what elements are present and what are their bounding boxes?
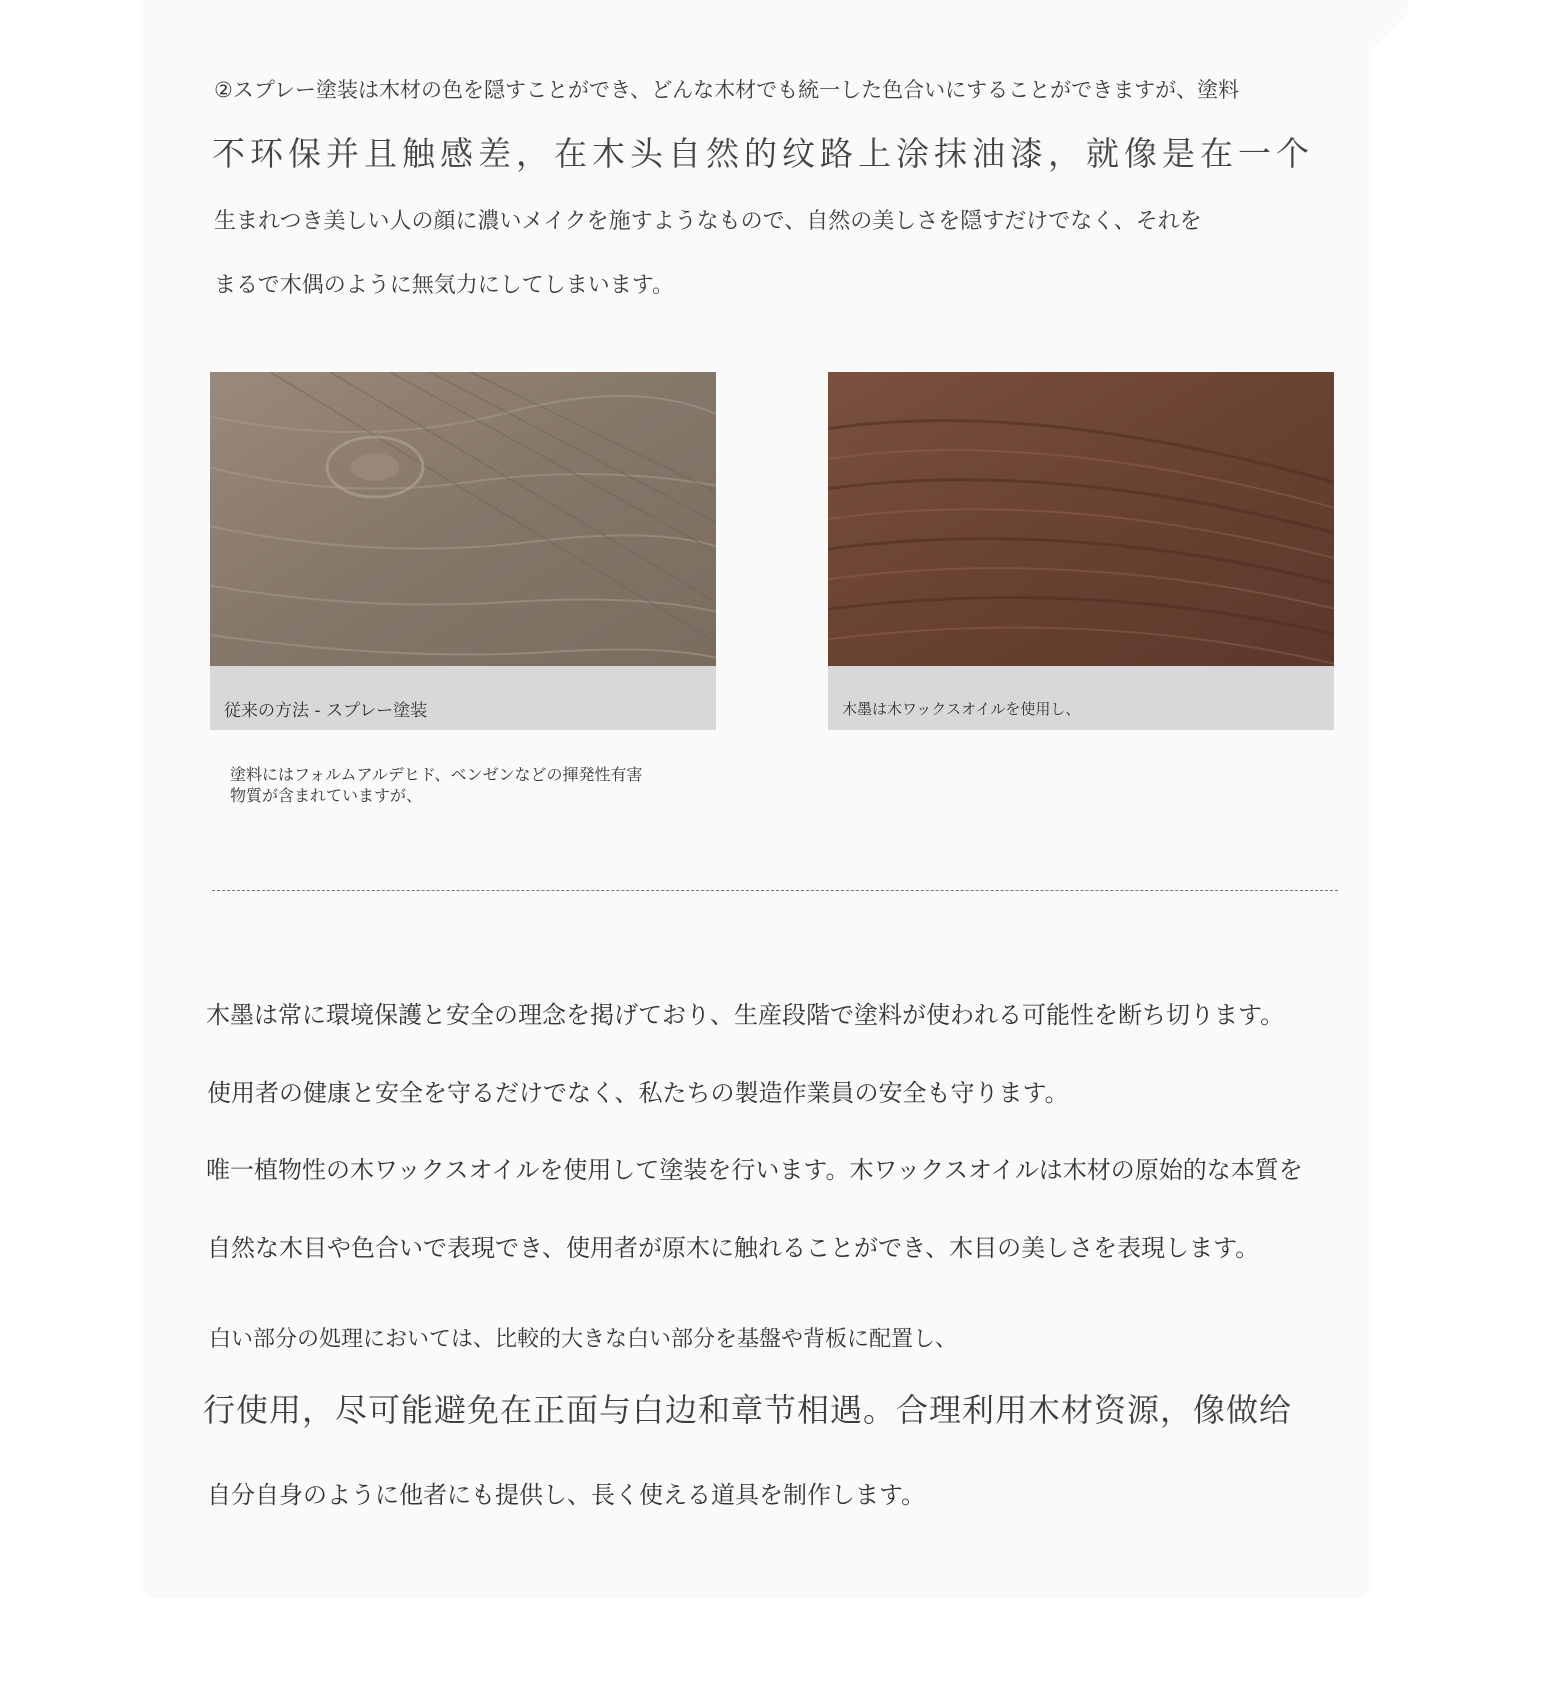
wax-oil-photo bbox=[828, 372, 1334, 730]
spray-note-line-2: 物質が含まれていますが、 bbox=[230, 786, 423, 805]
body-line-7: 自分自身のように他者にも提供し、長く使える道具を制作します。 bbox=[207, 1481, 926, 1509]
spray-finish-photo bbox=[210, 372, 716, 730]
card-corner bbox=[1372, 0, 1408, 60]
body-line-6: 行使用，尽可能避免在正面与白边和章节相遇。合理利用木材资源，像做给 bbox=[203, 1391, 1293, 1429]
intro-line-3: 生まれつき美しい人の顔に濃いメイクを施すようなもので、自然の美しさを隠すだけでなく、それを bbox=[214, 209, 1202, 234]
section-divider bbox=[212, 890, 1338, 891]
body-line-1: 木墨は常に環境保護と安全の理念を掲げており、生産段階で塗料が使われる可能性を断ち切ります。 bbox=[206, 1001, 1285, 1029]
spray-note bbox=[230, 764, 642, 806]
body-line-2: 使用者の健康と安全を守るだけでなく、私たちの製造作業員の安全も守ります。 bbox=[207, 1079, 1069, 1107]
intro-line-1: ②スプレー塗装は木材の色を隠すことができ、どんな木材でも統一した色合いにすることができますが、塗料 bbox=[214, 78, 1240, 102]
wax-oil-caption: 木墨は木ワックスオイルを使用し、 bbox=[842, 700, 1081, 718]
spray-caption: 従来の方法 - スプレー塗装 bbox=[224, 701, 428, 721]
spray-wood-image bbox=[210, 372, 716, 666]
body-line-3: 唯一植物性の木ワックスオイルを使用して塗装を行います。木ワックスオイルは木材の原始的な本質を bbox=[206, 1156, 1303, 1184]
body-line-5: 白い部分の処理においては、比較的大きな白い部分を基盤や背板に配置し、 bbox=[209, 1327, 958, 1352]
intro-line-2: 不环保并且触感差，在木头自然的纹路上涂抹油漆，就像是在一个 bbox=[212, 134, 1314, 173]
oil-wood-image bbox=[828, 372, 1334, 666]
intro-line-4: まるで木偶のように無気力にしてしまいます。 bbox=[214, 273, 675, 298]
body-line-4: 自然な木目や色合いで表現でき、使用者が原木に触れることができ、木目の美しさを表現します。 bbox=[207, 1234, 1260, 1262]
spray-note-line-1: 塗料にはフォルムアルデヒド、ベンゼンなどの揮発性有害 bbox=[230, 765, 643, 784]
